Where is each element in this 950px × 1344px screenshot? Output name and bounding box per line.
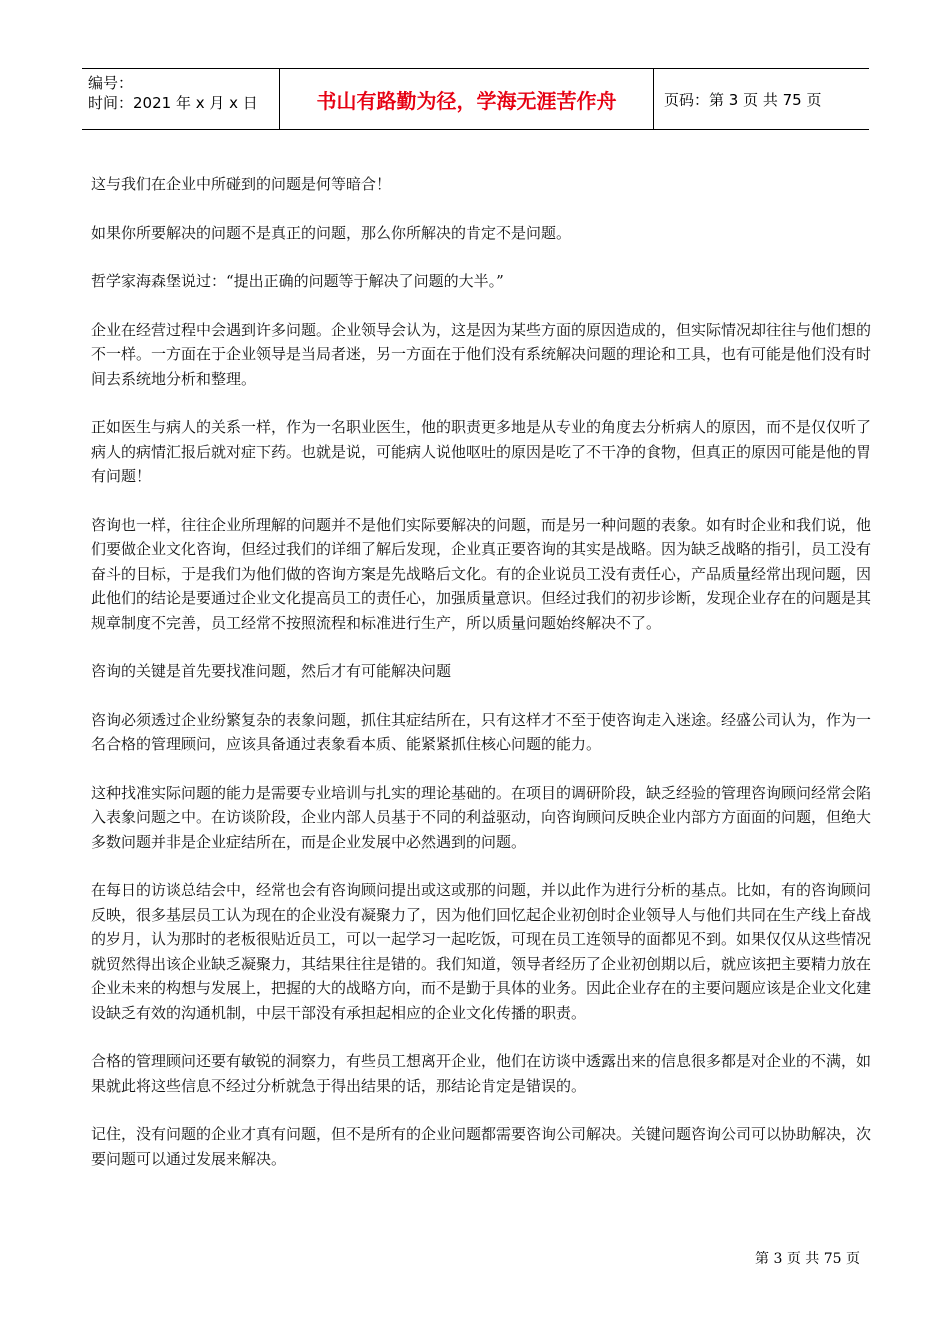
paragraph: 咨询也一样，往往企业所理解的问题并不是他们实际要解决的问题，而是另一种问题的表象。如有时企业和我们说，他们要做企业文化咨询，但经过我们的详细了解后发现，企业真正要咨询的其实是战略。因为缺乏战略的指引，员工没有奋斗的目标，于是我们为他们做的咨询方案是先战略后文化。有的企业说员工没有责任心，产品质量经常出现问题，因此他们的结论是要通过企业文化提高员工的责任心，加强质量意识。但经过我们的初步诊断，发现企业存在的问题是其规章制度不完善，员工经常不按照流程和标准进行生产，所以质量问题始终解决不了。 — [91, 515, 872, 632]
paragraph: 这与我们在企业中所碰到的问题是何等暗合！ — [91, 175, 392, 193]
paragraph: 合格的管理顾问还要有敏锐的洞察力，有些员工想离开企业，他们在访谈中透露出来的信息很多都是对企业的不满，如果就此将这些信息不经过分析就急于得出结果的话，那结论肯定是错误的。 — [91, 1052, 872, 1095]
date-label: 时间：2021 年 x 月 x 日 — [88, 94, 258, 112]
paragraph: 如果你所要解决的问题不是真正的问题，那么你所解决的肯定不是问题。 — [91, 223, 572, 242]
paragraph: 这种找准实际问题的能力是需要专业培训与扎实的理论基础的。在项目的调研阶段，缺乏经验的管理咨询顾问经常会陷入表象问题之中。在访谈阶段，企业内部人员基于不同的利益驱动，向咨询顾问反映企业内部方方面面的问题，但绝大多数问题并非是企业症结所在，而是企业发展中必然遇到的问题。 — [91, 783, 872, 851]
paragraph: 在每日的访谈总结会中，经常也会有咨询顾问提出或这或那的问题，并以此作为进行分析的基点。比如，有的咨询顾问反映，很多基层员工认为现在的企业没有凝聚力了，因为他们回忆起企业初创时企业领导人与他们共同在生产线上奋战的岁月，认为那时的老板很贴近员工，可以一起学习一起吃饭，可现在员工连领导的面都见不到。如果仅仅从这些情况就贸然得出该企业缺乏凝聚力，其结果往往是错的。我们知道，领导者经历了企业初创期以后，就应该把主要精力放在企业未来的构想与发展上，把握的大的战略方向，而不是勤于具体的业务。因此企业存在的主要问题应该是企业文化建设缺乏有效的沟通机制，中层干部没有承担起相应的企业文化传播的职责。 — [91, 881, 872, 1022]
paragraph: 正如医生与病人的关系一样，作为一名职业医生，他的职责更多地是从专业的角度去分析病人的原因，而不是仅仅听了病人的病情汇报后就对症下药。也就是说，可能病人说他呕吐的原因是吃了不干净的食物，但真正的原因可能是他的胃有问题！ — [91, 418, 872, 485]
paragraph: 哲学家海森堡说过：“提出正确的问题等于解决了问题的大半。” — [91, 272, 504, 290]
header-page-number: 页码：第 3 页 共 75 页 — [664, 90, 822, 109]
paragraph: 记住，没有问题的企业才真有问题，但不是所有的企业问题都需要咨询公司解决。关键问题咨询公司可以协助解决，次要问题可以通过发展来解决。 — [91, 1125, 872, 1168]
footer-page-number: 第 3 页 共 75 页 — [755, 1251, 860, 1267]
page-header — [82, 68, 869, 130]
document-body — [91, 172, 871, 1195]
paragraph: 企业在经营过程中会遇到许多问题。企业领导会认为，这是因为某些方面的原因造成的，但实际情况却往往与他们想的不一样。一方面在于企业领导是当局者迷，另一方面在于他们没有系统解决问题的理论和工具，也有可能是他们没有时间去系统地分析和整理。 — [91, 320, 872, 388]
header-motto: 书山有路勤为径，学海无涯苦作舟 — [280, 69, 654, 129]
section-heading: 咨询的关键是首先要找准问题，然后才有可能解决问题 — [91, 662, 452, 680]
serial-number-label: 编号： — [88, 74, 134, 92]
header-meta — [82, 69, 280, 129]
paragraph: 咨询必须透过企业纷繁复杂的表象问题，抓住其症结所在，只有这样才不至于使咨询走入迷途。经盛公司认为，作为一名合格的管理顾问，应该具备通过表象看本质、能紧紧抓住核心问题的能力。 — [91, 710, 872, 753]
